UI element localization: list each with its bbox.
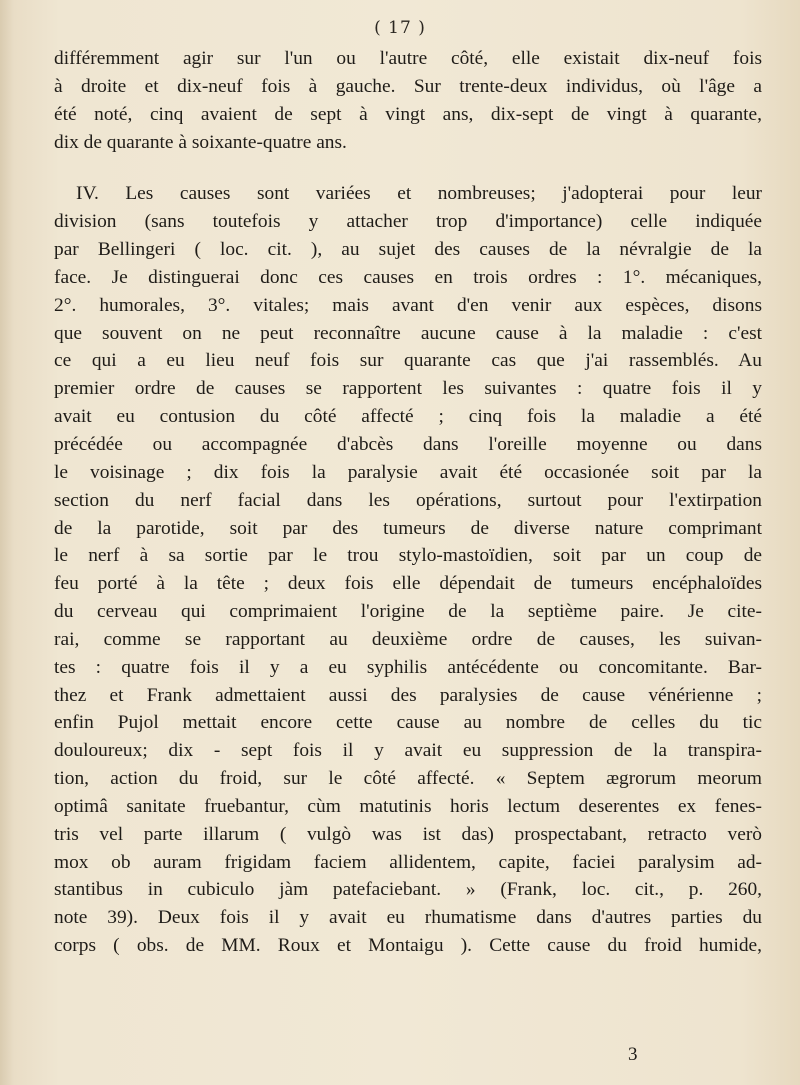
text-line: note 39). Deux fois il y avait eu rhumatisme dans d'autres parties du xyxy=(54,907,762,929)
text-line: différemment agir sur l'un ou l'autre côté, elle existait dix-neuf fois xyxy=(54,48,762,69)
text-line: tion, action du froid, sur le côté affecté. « Septem ægrorum meorum xyxy=(54,768,762,790)
signature-mark: 3 xyxy=(628,1044,638,1065)
text-line: division (sans toutefois y attacher trop d'importance) celle indiquée xyxy=(54,211,762,233)
text-line: stantibus in cubiculo jàm patefaciebant. » (Frank, loc. cit., p. 260, xyxy=(54,879,762,901)
text-line: mox ob auram frigidam faciem allidentem, capite, faciei paralysim ad- xyxy=(54,851,762,873)
paragraph-1 xyxy=(54,45,762,156)
text-line: du cerveau qui comprimaient l'origine de la septième paire. Je cite- xyxy=(54,601,762,623)
text-line: que souvent on ne peut reconnaître aucune cause à la maladie : c'est xyxy=(54,322,762,344)
text-line: douloureux; dix - sept fois il y avait eu suppression de la transpira- xyxy=(54,740,762,762)
text-line: IV. Les causes sont variées et nombreuses; j'adopterai pour leur xyxy=(76,183,762,205)
text-line: corps ( obs. de MM. Roux et Montaigu ). Cette cause du froid humide, xyxy=(54,935,762,957)
text-line: tris vel parte illarum ( vulgò was ist das) prospectabant, retracto verò xyxy=(54,823,762,845)
text-line: face. Je distinguerai donc ces causes en trois ordres : 1°. mécaniques, xyxy=(54,266,762,288)
text-line: premier ordre de causes se rapportent les suivantes : quatre fois il y xyxy=(54,378,762,400)
text-line: dix de quarante à soixante-quatre ans. xyxy=(54,131,347,153)
text-line: ce qui a eu lieu neuf fois sur quarante cas que j'ai rassemblés. Au xyxy=(54,350,762,372)
text-line: optimâ sanitate fruebantur, cùm matutinis horis lectum deserentes ex fenes- xyxy=(54,795,762,817)
paragraph-gap xyxy=(54,156,762,180)
page-number: ( 17 ) xyxy=(374,18,426,38)
text-line: le voisinage ; dix fois la paralysie avait été occasionée soit par la xyxy=(54,461,762,483)
text-line: par Bellingeri ( loc. cit. ), au sujet des causes de la névralgie de la xyxy=(54,239,762,261)
text-line: tes : quatre fois il y a eu syphilis antécédente ou concomitante. Bar- xyxy=(54,656,762,678)
text-line: le nerf à sa sortie par le trou stylo-mastoïdien, soit par un coup de xyxy=(54,545,762,567)
text-line: précédée ou accompagnée d'abcès dans l'oreille moyenne ou dans xyxy=(54,433,762,455)
text-line: 2°. humorales, 3°. vitales; mais avant d'en venir aux espèces, disons xyxy=(54,294,762,316)
text-line: thez et Frank admettaient aussi des paralysies de cause vénérienne ; xyxy=(54,684,762,706)
text-line: rai, comme se rapportant au deuxième ordre de causes, les suivan- xyxy=(54,628,762,650)
paragraph-2 xyxy=(54,180,762,960)
text-line: à droite et dix-neuf fois à gauche. Sur trente-deux individus, où l'âge a xyxy=(54,75,762,97)
text-line: été noté, cinq avaient de sept à vingt ans, dix-sept de vingt à quarante, xyxy=(54,103,762,125)
text-line: enfin Pujol mettait encore cette cause au nombre de celles du tic xyxy=(54,712,762,734)
text-line: avait eu contusion du côté affecté ; cinq fois la maladie a été xyxy=(54,406,762,428)
text-line: feu porté à la tête ; deux fois elle dépendait de tumeurs encéphaloïdes xyxy=(54,573,762,595)
text-line: section du nerf facial dans les opérations, surtout pour l'extirpation xyxy=(54,489,762,511)
text-line: de la parotide, soit par des tumeurs de diverse nature comprimant xyxy=(54,517,762,539)
body-text xyxy=(54,45,762,960)
